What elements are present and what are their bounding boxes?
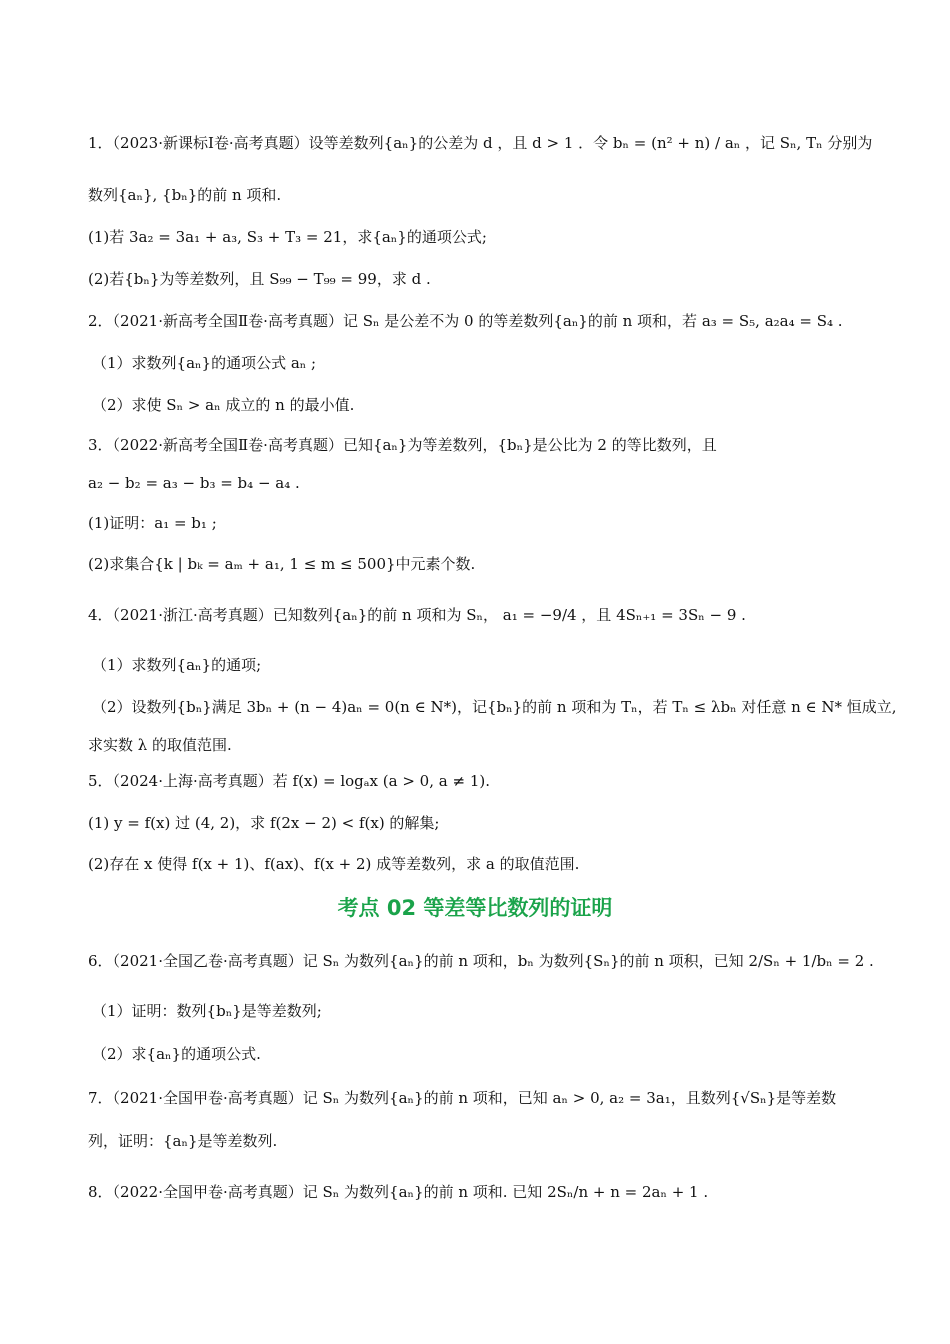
- problem-4-line-1: 4．（2021·浙江·高考真题）已知数列{aₙ}的前 n 项和为 Sₙ， a₁ = −9/4 ，且 4Sₙ₊₁ = 3Sₙ − 9 .: [88, 606, 746, 624]
- problem-7-line-2: 列，证明：{aₙ}是等差数列.: [88, 1132, 278, 1150]
- problem-8-line-1: 8．（2022·全国甲卷·高考真题）记 Sₙ 为数列{aₙ}的前 n 项和. 已知 2Sₙ/n + n = 2aₙ + 1 .: [88, 1183, 709, 1201]
- problem-4-part-1: （1）求数列{aₙ}的通项;: [92, 656, 262, 674]
- problem-6-part-1: （1）证明：数列{bₙ}是等差数列;: [92, 1002, 322, 1020]
- problem-1-line-2: 数列{aₙ}, {bₙ}的前 n 项和.: [88, 186, 282, 204]
- problem-2-line-1: 2．（2021·新高考全国Ⅱ卷·高考真题）记 Sₙ 是公差不为 0 的等差数列{aₙ}的前 n 项和，若 a₃ = S₅, a₂a₄ = S₄ .: [88, 312, 843, 330]
- problem-7-line-1: 7．（2021·全国甲卷·高考真题）记 Sₙ 为数列{aₙ}的前 n 项和，已知 aₙ > 0, a₂ = 3a₁，且数列{√Sₙ}是等差数: [88, 1089, 837, 1107]
- problem-5-line-1: 5．（2024·上海·高考真题）若 f(x) = logₐx (a > 0, a ≠ 1).: [88, 772, 490, 790]
- problem-5-part-2: (2)存在 x 使得 f(x + 1)、f(ax)、f(x + 2) 成等差数列，求 a 的取值范围.: [88, 855, 580, 873]
- problem-6-line-1: 6．（2021·全国乙卷·高考真题）记 Sₙ 为数列{aₙ}的前 n 项和，bₙ 为数列{Sₙ}的前 n 项积，已知 2/Sₙ + 1/bₙ = 2 .: [88, 952, 874, 970]
- problem-2-part-1: （1）求数列{aₙ}的通项公式 aₙ ;: [92, 354, 317, 372]
- problem-3-part-2: (2)求集合{k | bₖ = aₘ + a₁, 1 ≤ m ≤ 500}中元素个数.: [88, 555, 476, 573]
- problem-3-line-1: 3．（2022·新高考全国Ⅱ卷·高考真题）已知{aₙ}为等差数列，{bₙ}是公比为 2 的等比数列，且: [88, 436, 717, 454]
- problem-3-part-1: (1)证明：a₁ = b₁ ;: [88, 514, 217, 532]
- problem-6-part-2: （2）求{aₙ}的通项公式.: [92, 1045, 261, 1063]
- section-heading: 考点 02 等差等比数列的证明: [337, 896, 613, 920]
- problem-3-line-2: a₂ − b₂ = a₃ − b₃ = b₄ − a₄ .: [88, 474, 300, 492]
- problem-4-part-2-cont: 求实数 λ 的取值范围.: [88, 736, 232, 754]
- problem-1-part-1: (1)若 3a₂ = 3a₁ + a₃, S₃ + T₃ = 21，求{aₙ}的通项公式;: [88, 228, 487, 246]
- problem-1-part-2: (2)若{bₙ}为等差数列，且 S₉₉ − T₉₉ = 99，求 d .: [88, 270, 431, 288]
- problem-2-part-2: （2）求使 Sₙ > aₙ 成立的 n 的最小值.: [92, 396, 355, 414]
- problem-1-line-1: 1．（2023·新课标Ⅰ卷·高考真题）设等差数列{aₙ}的公差为 d ，且 d > 1 ．令 bₙ = (n² + n) / aₙ ，记 Sₙ, Tₙ 分别为: [88, 134, 873, 152]
- problem-5-part-1: (1) y = f(x) 过 (4, 2)，求 f(2x − 2) < f(x) 的解集;: [88, 814, 440, 832]
- problem-4-part-2: （2）设数列{bₙ}满足 3bₙ + (n − 4)aₙ = 0(n ∈ N*)，记{bₙ}的前 n 项和为 Tₙ，若 Tₙ ≤ λbₙ 对任意 n ∈ N* 恒成立,: [92, 698, 897, 716]
